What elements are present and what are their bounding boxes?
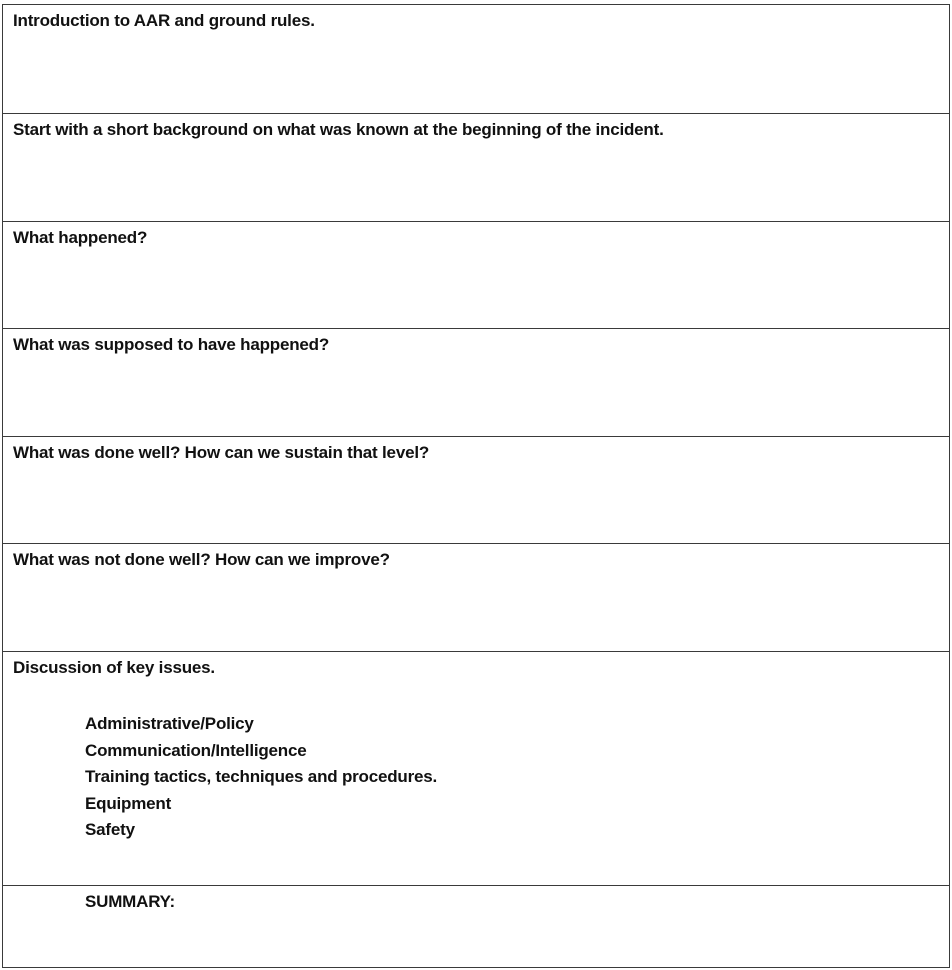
form-row-not-done-well <box>3 544 949 652</box>
form-row-background <box>3 114 949 222</box>
aar-form-table <box>2 4 950 968</box>
row-label-not-done-well: What was not done well? How can we improve? <box>13 550 390 569</box>
key-issue-item: Administrative/Policy <box>85 714 254 733</box>
row-label-supposed-to-happen: What was supposed to have happened? <box>13 335 330 354</box>
row-label-introduction: Introduction to AAR and ground rules. <box>13 11 315 30</box>
form-row-key-issues <box>3 652 949 886</box>
form-row-introduction <box>3 5 949 114</box>
form-row-supposed-to-happen <box>3 329 949 437</box>
row-label-key-issues: Discussion of key issues. <box>13 658 215 677</box>
key-issue-item: Equipment <box>85 793 172 813</box>
row-label-what-happened: What happened? <box>13 228 148 247</box>
key-issue-item: Communication/Intelligence <box>85 740 307 760</box>
row-label-done-well: What was done well? How can we sustain that level? <box>13 443 430 462</box>
form-row-done-well <box>3 437 949 544</box>
row-label-background: Start with a short background on what was known at the beginning of the incident. <box>13 120 664 139</box>
form-row-what-happened <box>3 222 949 329</box>
key-issue-item: Safety <box>85 820 135 839</box>
form-row-summary <box>3 886 949 967</box>
key-issue-item: Training tactics, techniques and procedures. <box>85 767 438 786</box>
summary-label: SUMMARY: <box>85 892 175 911</box>
key-issues-list <box>85 711 437 844</box>
